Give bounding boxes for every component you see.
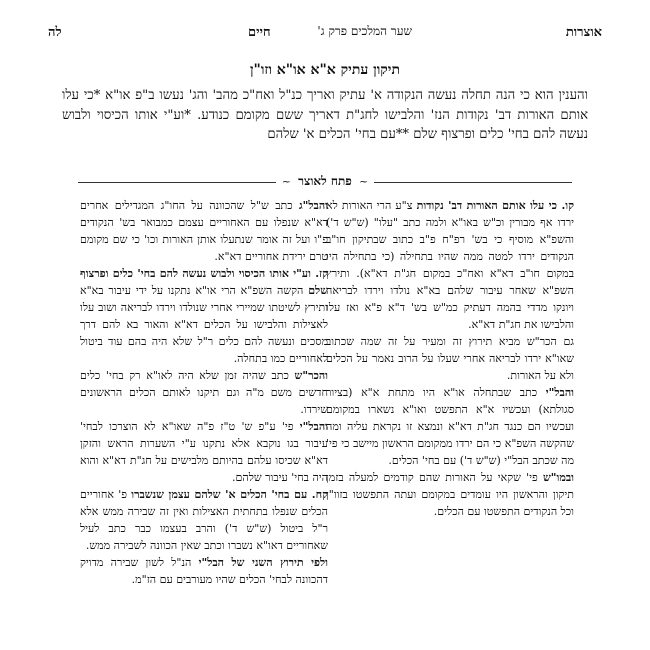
commentary-heading: קו. כי עלו אותם האורות דב' נקודות — [416, 199, 574, 212]
commentary-body: צ"ע הרי האורות לא ירדו אף מבורין וכ"ש באו"א ולמה כתב "עלו" (ש"ש ד') והשפ"א מוסיף כי בש' רפ"ח פ"ב כתוב שבתיקון חו"ב הנקודים ירדו למטה ממה שהיו בתחילה (כי בתחילה היו במקום חו"ב דא"א ואח"כ במקום חג"ת דא"א). ותירץ השפ"א שאחר עיבור שלהם בא"א נולדו וירדו לבריאה ויונקו מדדי בהמה דעתיק כמ"ש בש' ד"א פ"א ואז עלו והלבישו את חג"ת דא"א. — [326, 199, 574, 331]
commentary-heading: קז. וע"י אותו הכיסוי ולבוש נעשה להם בחי' כלים ופרצוף שלם — [80, 267, 328, 297]
divider-label — [78, 174, 572, 189]
header-chapter: חיים — [248, 25, 271, 40]
header-subtitle: שער המלכים פרק ג' — [317, 24, 412, 38]
commentary-paragraph — [80, 265, 328, 367]
commentary-column-right — [326, 197, 574, 637]
main-text-paragraph: והענין הוא כי הנה תחלה נעשה הנקודה א' עתיק ואריך כנ"ל ואח"כ מהב' והג' נעשו ב"פ או"א *כי עלו אותם האורות דב' נקודות הנז' והלבישו לחג"ת דאריך ששם מקומם כנודע. *וע"י אותו הכיסוי ולבוש נעשה להם בחי' כלים ופרצוף שלם **עם בחי' הכלים א' שלהם — [62, 88, 588, 142]
commentary-body: כתב שהיה זמן שלא היה לאו"א רק בחי' כלים חדשים משם מ"ה וגם תיקנו לאותם הכלים הראשונים שירדו. — [80, 369, 328, 416]
commentary-heading: ולפי תירוץ השני של הבל"י — [198, 556, 328, 569]
commentary-heading: קח. עם בחי' הכלים א' שלהם עצמן שנשברו — [131, 488, 328, 501]
commentary-body: פי' ע"פ ש' ט"ז פ"ה שאו"א לא הוצרכו לבחי' עיבור בגו נוקבא אלא נתקנו ע"י השערות הראש והזקן דא"א שכיסו עלהם בהיותם מלבישים על חג"ת דא"א והוא היה בחי' עיבור שלהם. — [80, 420, 328, 484]
commentary-body: פ' אחוריים הכלים שנפלו בתחתית האצילות ואין זה שבירה ממש אלא ר"ל ביטול (ש"ש ד') והרב בעצמו כבר כתב לעיל שאחוריים דאו"א נשברו וכתב שאין הכוונה לשבירה ממש. — [80, 488, 328, 552]
commentary-column-left — [80, 197, 328, 637]
commentary-paragraph — [80, 197, 328, 265]
header-page-number: לה — [48, 25, 62, 40]
commentary-body: פי' שקאי על האורות שהם קודמים למעלה בזמן תיקון והראשון היו עומדים במקומם ועתה התפשטו בזוו"ן וכל הנקודים התפשטו עם הכלים. — [326, 471, 574, 518]
commentary-title: פתח לאוצר — [298, 174, 352, 188]
commentary-paragraph — [326, 469, 574, 520]
commentary-heading: והבל"י — [299, 420, 328, 433]
commentary-body: גם הכר"ש מביא תירוץ זה ומעיר על זה שמה שכתוב שאו"א ירדו לבריאה אחרי שעלו על הרוב נאמר על הכלים ולא על האורות. — [326, 335, 574, 382]
commentary-paragraph — [80, 367, 328, 418]
divider-ornament-icon: ~ — [359, 175, 369, 188]
commentary-paragraph — [326, 197, 574, 333]
page-header — [48, 24, 602, 44]
commentary-paragraph — [80, 486, 328, 554]
commentary-heading: והבל"י — [545, 386, 574, 399]
commentary-body: כתב שבתחלה או"א היו מתחת א"א (בציור סגולתא) ועכשיו א"א התפשט ואו"א נשארו במקומם ועכשיו הם כנגד חג"ת דא"א ונמצא זו נקראת עליה ומה שהקשה השפ"א כי הם ירדו ממקומם הראשון מיישב כי פי' מה שכתב הבל"י (ש"ש ד') עם בחי' הכלים. — [326, 386, 574, 467]
commentary-body: הנ"ל לשון שבירה מדויק דהכוונה לבחי' הכלים שהיו מעורבים עם הז"מ. — [80, 556, 328, 586]
commentary-body: הקשה השפ"א הרי או"א נתקנו על ידי עיבור בא"א ותירץ לשיטתו שמיירי אחרי שנולדו וירדו לבריאה ושוב עלו לאצילות והלבישו על הכלים דא"א והאור בא להם דרך מסכים ונעשה להם כלים ר"ל שלא היה בהם עוד ביטול לאחוריים כמו בתחלה. — [80, 284, 328, 365]
commentary-heading: והכר"ש — [294, 369, 328, 382]
commentary-divider — [78, 174, 572, 190]
header-book-title: אוצרות — [565, 25, 602, 40]
commentary-heading: והבל"ג — [299, 199, 328, 212]
divider-ornament-icon: ~ — [281, 175, 291, 188]
section-title: תיקון עתיק א"א או"א וזו"ן — [249, 62, 401, 78]
commentary-paragraph — [80, 418, 328, 486]
commentary-body: כתב ש"ל שהכוונה על החו"ג המגדילים אחרים דא"א שנפלו עם האחוריים עצמם כמבואר בש' הנקודים פ"ו ועל זה אומר שנתעלו אותן האורות וכו' כי שם מקומם טרם ירידת אחוריים דא"א. — [80, 199, 328, 263]
commentary-paragraph — [326, 333, 574, 384]
commentary-paragraph — [80, 554, 328, 588]
commentary-paragraph — [326, 384, 574, 469]
commentary-heading: ובמו"ש — [543, 471, 574, 484]
